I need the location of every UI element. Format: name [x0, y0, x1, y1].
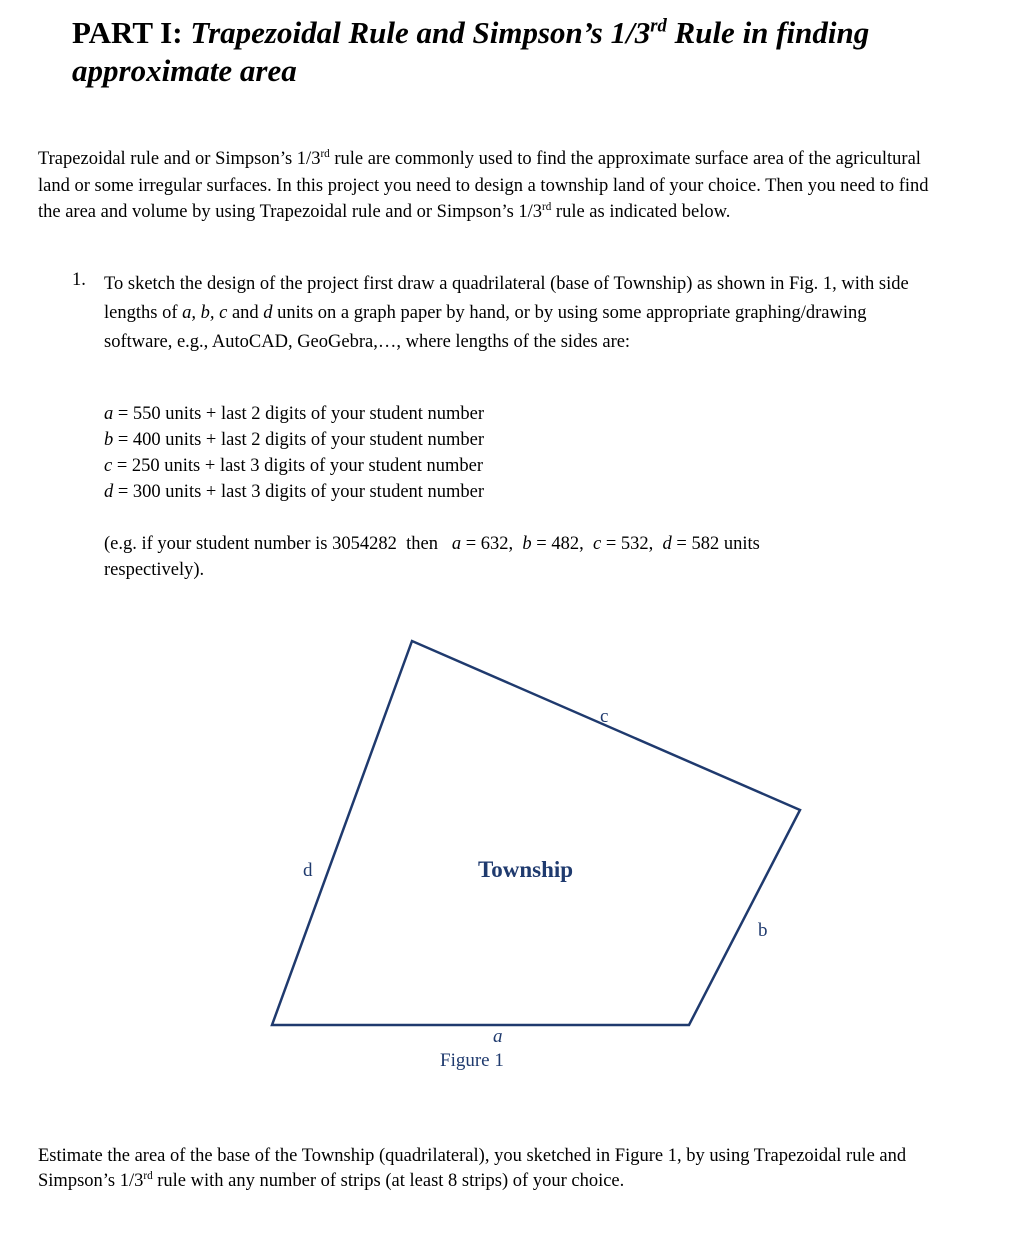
- side-label-c: c: [600, 706, 609, 727]
- title-topic: Trapezoidal Rule and Simpson’s 1/3rd Rule in finding approximate area: [72, 15, 870, 88]
- figure-caption: Figure 1: [440, 1050, 504, 1071]
- example-paragraph: (e.g. if your student number is 3054282 then a = 632, b = 482, c = 532, d = 582 units respectively).: [104, 534, 760, 580]
- side-label-b: b: [758, 920, 768, 941]
- part-label: PART I:: [72, 15, 183, 50]
- formula-a: a = 550 units + last 2 digits of your student number: [104, 404, 485, 424]
- formula-d: d = 300 units + last 3 digits of your student number: [104, 482, 485, 502]
- list-item-1-text: To sketch the design of the project first draw a quadrilateral (base of Township) as shown in Fig. 1, with side lengths of a, b, c and d units on a graph paper by hand, or by using some appropriate graphing/drawing software, e.g., AutoCAD, GeoGebra,…, where lengths of the sides are:: [104, 274, 909, 352]
- intro-paragraph: Trapezoidal rule and or Simpson’s 1/3rd rule are commonly used to find the approximate surface area of the agricultural land or some irregular surfaces. In this project you need to design a township land of your choice. Then you need to find the area and volume by using Trapezoidal rule and or Simpson’s 1/3rd rule as indicated below.: [38, 147, 929, 222]
- closing-paragraph: Estimate the area of the base of the Township (quadrilateral), you sketched in Figure 1, by using Trapezoidal rule and Simpson’s 1/3rd rule with any number of strips (at least 8 strips) of your choice.: [38, 1146, 907, 1191]
- township-quadrilateral: [272, 641, 800, 1025]
- formula-c: c = 250 units + last 3 digits of your student number: [104, 456, 484, 476]
- side-label-a: a: [493, 1026, 503, 1047]
- formula-b: b = 400 units + last 2 digits of your student number: [104, 430, 485, 450]
- list-item-number: 1.: [72, 270, 86, 290]
- side-label-d: d: [303, 860, 313, 881]
- township-label: Township: [478, 857, 574, 882]
